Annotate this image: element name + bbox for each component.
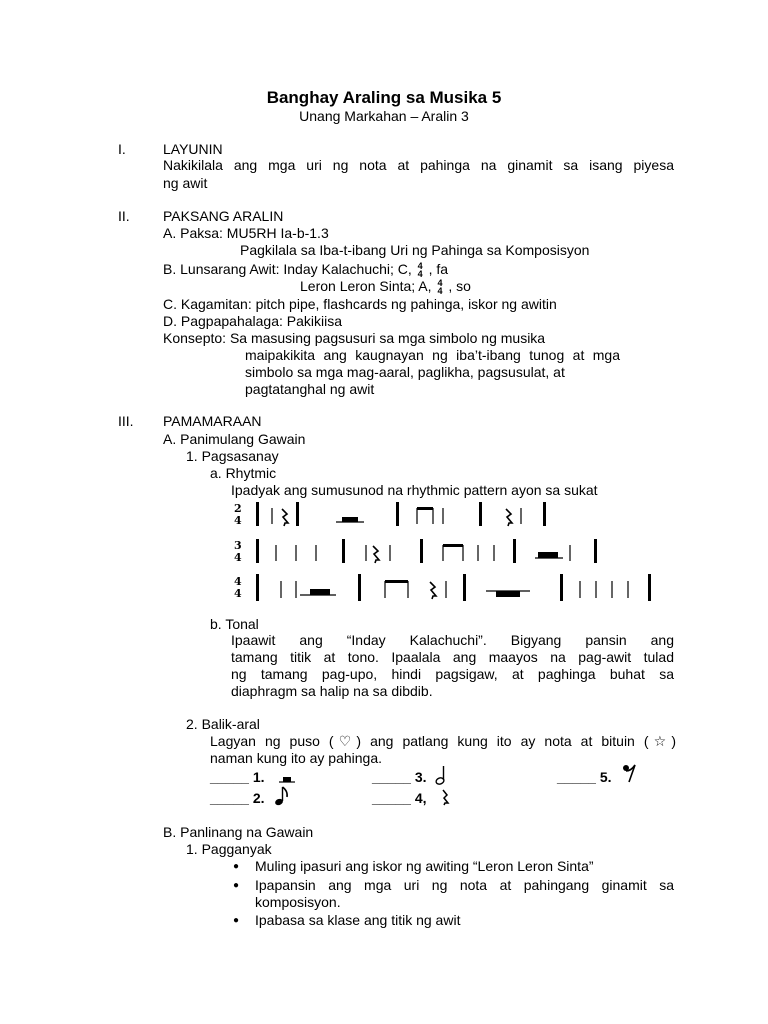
quarter-rest [430,582,436,599]
answer-blank[interactable]: _____ [210,769,249,785]
barline [560,574,563,601]
barline [296,502,299,526]
item-number: 5. [599,769,612,785]
item-number: 4, [414,790,427,806]
rhythmic-instructions: Ipadyak ang sumusunod na rhythmic pattern ayon sa sukat [231,482,598,498]
barline [342,539,345,563]
konsepto-line: Konsepto: Sa masusing pagsusuri sa mga simbolo ng musika [163,330,546,346]
quarter-rest [373,546,379,563]
document-title: Banghay Araling sa Musika 5 [266,88,502,107]
answer-blank[interactable]: _____ [557,769,596,785]
half-note-symbol [434,764,450,786]
eighth-note-symbol [274,785,290,807]
quarter-rest [506,509,512,526]
leron-line [300,278,471,295]
time-sig-top: 4 [234,575,242,588]
barline [358,574,361,601]
lunsarang-awit-label: B. Lunsarang Awit: Inday Kalachuchi; C, [163,261,412,277]
section-number: III. [118,413,134,429]
barline [594,539,597,563]
subsection-label: A. Panimulang Gawain [163,431,306,447]
kagamitan-line: C. Kagamitan: pitch pipe, flashcards ng pahinga, iskor ng awitin [163,296,557,312]
quiz-item [210,790,265,806]
subsection-subitem: b. Tonal [210,616,259,632]
quiz-item [372,769,427,785]
item-number: 2. [252,790,265,806]
section-number: I. [118,141,126,157]
objective-text-cont: ng awit [163,175,208,191]
quiz-item [372,790,427,806]
beam [385,580,408,583]
answer-blank[interactable]: _____ [210,790,249,806]
key-so: , so [448,278,471,294]
tonal-text: Ipaawit ang “Inday Kalachuchi”. Bigyang pansin ang [231,632,674,648]
konsepto-line: simbolo sa mga mag-aaral, paglikha, pagsusulat, at [245,364,565,380]
beam [417,507,433,510]
half-rest [310,589,330,595]
subsection-label: B. Panlinang na Gawain [163,824,314,840]
lunsarang-awit-line [163,261,448,278]
half-rest-symbol [277,772,297,786]
subsection-item: 1. Pagsasanay [186,448,279,464]
paksa-title: Pagkilala sa Iba-t-ibang Uri ng Pahinga sa Komposisyon [240,242,590,258]
time-signature: 4 4 [417,261,423,280]
konsepto-line: pagtatanghal ng awit [245,381,375,397]
beam [443,544,463,547]
barline [513,539,516,563]
pagpapahalaga-line: D. Pagpapahalaga: Pakikiisa [163,313,343,329]
time-sig-top: 3 [234,539,242,552]
whole-rest [496,591,520,597]
subsection-subitem: a. Rhytmic [210,465,277,481]
konsepto-line: maipakikita ang kaugnayan ng iba’t-ibang tunog at mga [245,347,620,363]
list-item: Ipapansin ang mga uri ng nota at pahingang ginamit sa [255,877,674,893]
section-heading: PAMAMARAAN [163,413,262,429]
half-rest [342,517,358,522]
bullet-icon: ● [233,880,240,891]
subsection-item: 1. Pagganyak [186,841,272,857]
item-number: 3. [414,769,427,785]
tonal-text: diaphragm sa halip na sa dibdib. [231,683,433,699]
list-item-cont: komposisyon. [255,894,341,910]
rhythm-pattern-4-4 [230,572,660,604]
objective-text: Nakikilala ang mga uri ng nota at pahinga na ginamit sa isang piyesa [163,157,674,173]
tonal-text: ng tamang pag-upo, hindi pagsigaw, at paghinga buhat sa [231,666,674,682]
time-sig-bottom: 4 [234,514,242,527]
barline [648,574,651,601]
barline [256,502,259,526]
rhythm-pattern-2-4 [230,500,560,530]
barline [420,539,423,563]
list-item: Ipabasa sa klase ang titik ng awit [255,912,461,928]
barline [256,539,259,563]
time-signature: 4 4 [437,278,443,297]
quiz-item [557,769,612,785]
barline [396,502,399,526]
time-sig-bottom: 4 [234,551,242,564]
quarter-rest [282,509,288,526]
bullet-icon: ● [233,915,240,926]
barline [543,502,546,526]
answer-blank[interactable]: _____ [372,790,411,806]
subsection-item: 2. Balik-aral [186,716,260,732]
barline [463,574,466,601]
time-sig-top: 2 [234,502,242,515]
paksa-line: A. Paksa: MU5RH Ia-b-1.3 [163,225,329,241]
answer-blank[interactable]: _____ [372,769,411,785]
barline [479,502,482,526]
item-number: 1. [252,769,265,785]
eighth-rest-symbol [621,762,639,784]
key-fa: , fa [428,261,449,277]
document-subtitle: Unang Markahan – Aralin 3 [299,108,469,124]
list-item: Muling ipasuri ang iskor ng awiting “Leron Leron Sinta” [255,858,594,874]
bullet-icon: ● [233,861,240,872]
section-number: II. [118,208,130,224]
quarter-rest-symbol [440,788,450,806]
rhythm-pattern-3-4 [230,537,610,567]
section-heading: LAYUNIN [163,141,223,157]
section-heading: PAKSANG ARALIN [163,208,284,224]
leron-label: Leron Leron Sinta; A, [300,278,432,294]
quiz-item [210,769,265,785]
tonal-text: tamang titik at tono. Ipaalala ang maayos na pag-awit tulad [231,649,674,665]
barline [256,574,259,601]
balik-aral-instructions: naman kung ito ay pahinga. [210,750,383,766]
balik-aral-instructions: Lagyan ng puso (♡) ang patlang kung ito ay nota at bituin (☆) [210,733,676,749]
time-sig-bottom: 4 [234,587,242,600]
half-rest [538,552,558,558]
